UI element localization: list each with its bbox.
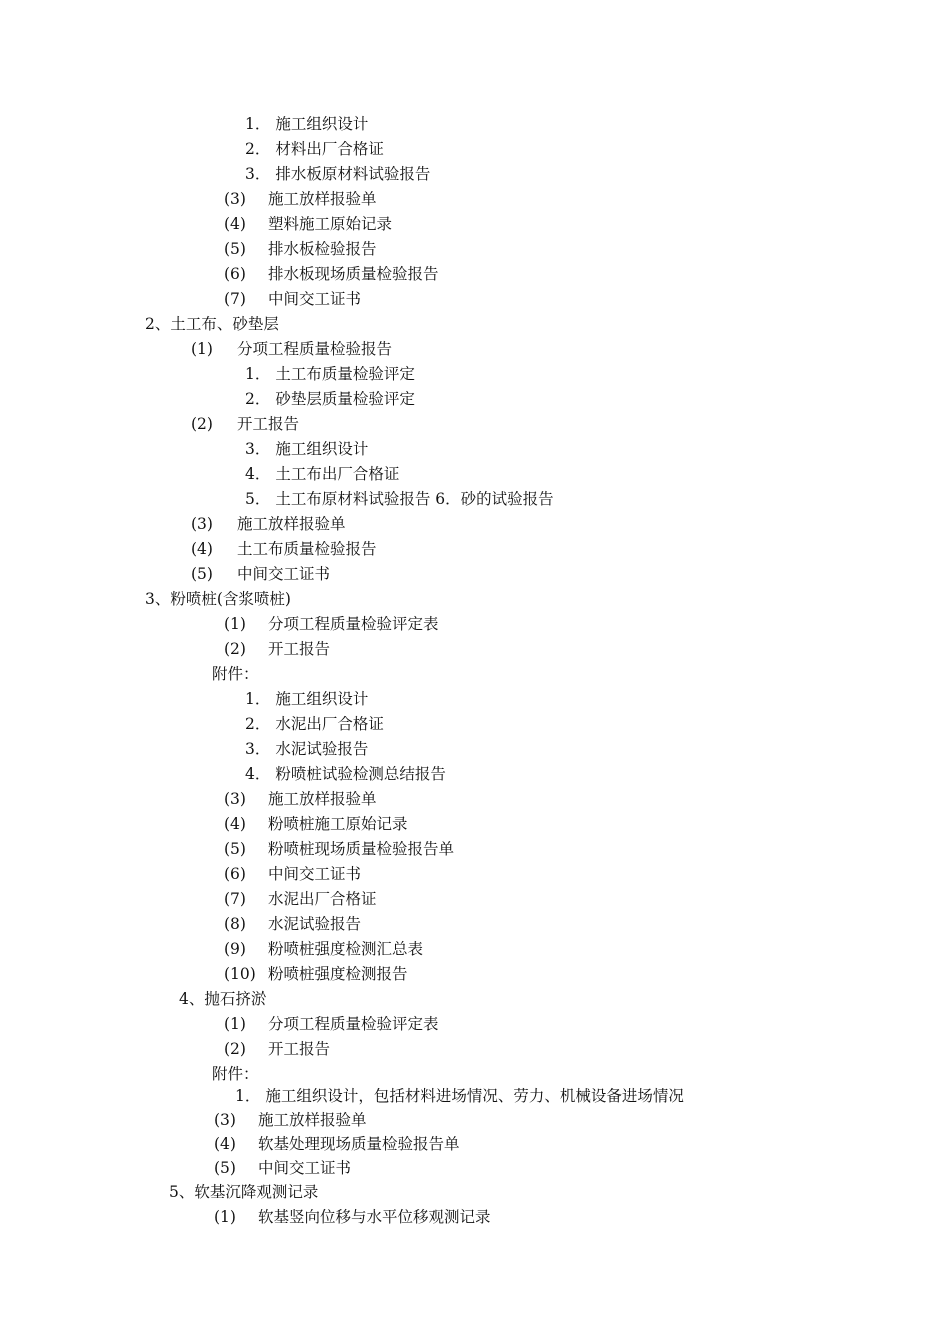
- item-number: (4): [224, 815, 246, 833]
- item-number: (3): [191, 515, 213, 533]
- item-text: 施工放样报验单: [268, 190, 377, 208]
- list-item: [224, 814, 408, 834]
- list-item: [224, 289, 361, 309]
- list-item: [224, 964, 408, 984]
- item-number: (3): [224, 790, 246, 808]
- list-item: [235, 1086, 684, 1106]
- section-heading: [179, 989, 266, 1009]
- item-number: 5．: [245, 490, 271, 508]
- item-text: 分项工程质量检验报告: [237, 340, 393, 358]
- list-item: [224, 864, 361, 884]
- item-text: 塑料施工原始记录: [268, 215, 393, 233]
- item-text: 粉喷桩强度检测汇总表: [268, 940, 424, 958]
- list-item: [224, 189, 377, 209]
- item-text: 开工报告: [237, 415, 300, 433]
- item-text: 砂垫层质量检验评定: [275, 390, 415, 408]
- list-item: [214, 1134, 460, 1154]
- item-number: (4): [214, 1135, 236, 1153]
- section-heading: [145, 589, 291, 609]
- section-heading: [145, 314, 279, 334]
- item-number: 3．: [245, 165, 271, 183]
- item-text: 材料出厂合格证: [275, 140, 384, 158]
- item-number: (1): [224, 1015, 246, 1033]
- list-item: [224, 639, 330, 659]
- list-item: [224, 214, 392, 234]
- list-item: [245, 739, 368, 759]
- item-text: 分项工程质量检验评定表: [268, 615, 439, 633]
- item-number: 4．: [245, 765, 271, 783]
- item-number: 1．: [235, 1087, 261, 1105]
- item-number: 1．: [245, 115, 271, 133]
- list-item: [245, 389, 415, 409]
- attachment-label-text: 附件：: [212, 1065, 259, 1083]
- item-number: (10): [224, 965, 256, 983]
- list-item: [191, 514, 346, 534]
- list-item: [224, 789, 377, 809]
- item-number: (4): [191, 540, 213, 558]
- item-number: (7): [224, 890, 246, 908]
- list-item: [191, 539, 377, 559]
- section-heading-text: 4、抛石挤淤: [179, 990, 267, 1008]
- item-number: (7): [224, 290, 246, 308]
- item-number: 1．: [245, 365, 271, 383]
- item-text: 排水板原材料试验报告: [275, 165, 431, 183]
- list-item: [245, 139, 384, 159]
- item-number: (8): [224, 915, 246, 933]
- item-text: 土工布质量检验评定: [275, 365, 415, 383]
- item-text: 土工布出厂合格证: [275, 465, 400, 483]
- list-item: [224, 239, 377, 259]
- item-number: (6): [224, 265, 246, 283]
- list-item: [245, 689, 368, 709]
- item-text: 土工布原材料试验报告 6．砂的试验报告: [275, 490, 554, 508]
- list-item: [224, 264, 439, 284]
- item-number: (2): [191, 415, 213, 433]
- list-item: [214, 1207, 491, 1227]
- item-text: 水泥出厂合格证: [275, 715, 384, 733]
- item-number: (3): [214, 1111, 236, 1129]
- item-text: 中间交工证书: [258, 1159, 352, 1177]
- item-text: 水泥试验报告: [275, 740, 369, 758]
- list-item: [245, 764, 446, 784]
- section-heading-text: 3、粉喷桩(含浆喷桩): [145, 590, 291, 608]
- section-heading-text: 2、土工布、砂垫层: [145, 315, 279, 333]
- attachment-label: [212, 1064, 259, 1084]
- list-item: [224, 939, 423, 959]
- list-item: [224, 914, 361, 934]
- list-item: [245, 114, 368, 134]
- item-text: 粉喷桩现场质量检验报告单: [268, 840, 455, 858]
- list-item: [191, 339, 392, 359]
- item-text: 施工放样报验单: [237, 515, 346, 533]
- item-text: 中间交工证书: [268, 865, 362, 883]
- item-number: (1): [191, 340, 213, 358]
- item-text: 排水板检验报告: [268, 240, 377, 258]
- item-text: 施工组织设计: [275, 440, 369, 458]
- list-item: [245, 489, 554, 509]
- list-item: [191, 564, 330, 584]
- section-heading-text: 5、软基沉降观测记录: [169, 1183, 319, 1201]
- item-text: 粉喷桩试验检测总结报告: [275, 765, 446, 783]
- item-text: 施工放样报验单: [268, 790, 377, 808]
- list-item: [214, 1158, 351, 1178]
- item-text: 软基竖向位移与水平位移观测记录: [258, 1208, 491, 1226]
- item-number: (1): [224, 615, 246, 633]
- list-item: [245, 164, 430, 184]
- item-number: (3): [224, 190, 246, 208]
- item-number: (5): [224, 840, 246, 858]
- item-text: 中间交工证书: [268, 290, 362, 308]
- item-number: (5): [191, 565, 213, 583]
- item-text: 分项工程质量检验评定表: [268, 1015, 439, 1033]
- item-text: 施工组织设计，包括材料进场情况、劳力、机械设备进场情况: [265, 1087, 684, 1105]
- item-text: 土工布质量检验报告: [237, 540, 377, 558]
- item-number: 1．: [245, 690, 271, 708]
- list-item: [224, 889, 377, 909]
- list-item: [245, 439, 368, 459]
- list-item: [224, 1014, 439, 1034]
- item-number: 2．: [245, 390, 271, 408]
- attachment-label: [212, 664, 259, 684]
- item-number: 3．: [245, 440, 271, 458]
- item-number: (2): [224, 1040, 246, 1058]
- list-item: [245, 464, 399, 484]
- item-number: (2): [224, 640, 246, 658]
- item-number: (9): [224, 940, 246, 958]
- item-text: 施工组织设计: [275, 690, 369, 708]
- item-number: (4): [224, 215, 246, 233]
- list-item: [224, 1039, 330, 1059]
- item-text: 施工放样报验单: [258, 1111, 367, 1129]
- item-text: 开工报告: [268, 640, 331, 658]
- item-text: 开工报告: [268, 1040, 331, 1058]
- item-number: (5): [214, 1159, 236, 1177]
- list-item: [224, 839, 454, 859]
- attachment-label-text: 附件：: [212, 665, 259, 683]
- item-text: 粉喷桩强度检测报告: [268, 965, 408, 983]
- item-text: 水泥试验报告: [268, 915, 362, 933]
- item-text: 粉喷桩施工原始记录: [268, 815, 408, 833]
- section-heading: [169, 1182, 318, 1202]
- list-item: [224, 614, 439, 634]
- item-text: 软基处理现场质量检验报告单: [258, 1135, 460, 1153]
- item-number: 4．: [245, 465, 271, 483]
- item-number: 3．: [245, 740, 271, 758]
- item-text: 中间交工证书: [237, 565, 331, 583]
- list-item: [214, 1110, 367, 1130]
- item-number: (6): [224, 865, 246, 883]
- item-number: (5): [224, 240, 246, 258]
- list-item: [245, 714, 384, 734]
- item-text: 水泥出厂合格证: [268, 890, 377, 908]
- item-number: 2．: [245, 140, 271, 158]
- item-text: 排水板现场质量检验报告: [268, 265, 439, 283]
- list-item: [245, 364, 415, 384]
- item-number: 2．: [245, 715, 271, 733]
- item-number: (1): [214, 1208, 236, 1226]
- item-text: 施工组织设计: [275, 115, 369, 133]
- list-item: [191, 414, 299, 434]
